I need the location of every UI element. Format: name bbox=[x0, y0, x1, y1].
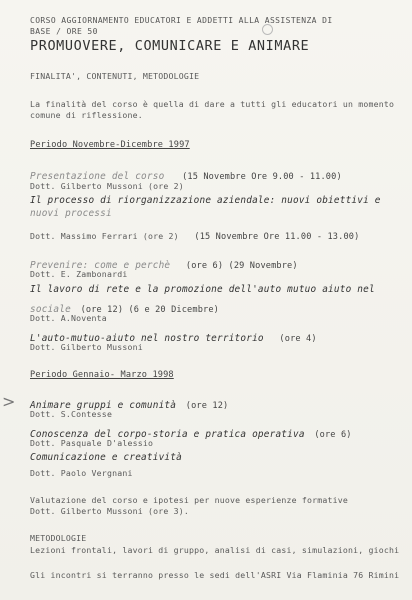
session-title-cont: nuovi processi bbox=[30, 208, 112, 219]
session-time: (ore 6) bbox=[314, 430, 352, 440]
session-presentazione bbox=[30, 166, 342, 182]
speaker: Dott. Massimo Ferrari (ore 2) bbox=[30, 231, 179, 241]
speaker: Dott. A.Noventa bbox=[30, 313, 107, 323]
session-title: Animare gruppi e comunità bbox=[30, 400, 177, 411]
session-time: (ore 6) (29 Novembre) bbox=[185, 261, 298, 271]
session-title-cont: sociale bbox=[30, 304, 71, 315]
period-2-label: Periodo Gennaio- Marzo 1998 bbox=[30, 370, 174, 380]
intro-text-2: comune di riflessione. bbox=[30, 110, 143, 120]
speaker: Dott. Gilberto Mussoni bbox=[30, 342, 143, 352]
session-time: (ore 12) (6 e 20 Dicembre) bbox=[80, 305, 219, 315]
speaker: Dott. Gilberto Mussoni (ore 2) bbox=[30, 181, 184, 191]
session-title: Conoscenza del corpo-storia e pratica operativa bbox=[30, 429, 305, 440]
header-line-2: BASE / ORE 50 bbox=[30, 27, 98, 36]
speaker: Dott. Paolo Vergnani bbox=[30, 468, 133, 478]
period-1-label: Periodo Novembre-Dicembre 1997 bbox=[30, 140, 190, 150]
session-title: Prevenire: come e perchè bbox=[30, 260, 171, 271]
method-label: METODOLOGIE bbox=[30, 533, 87, 543]
footer-location: Gli incontri si terranno presso le sedi dell'ASRI Via Flaminia 76 Rimini bbox=[30, 570, 400, 580]
session-title: Il lavoro di rete e la promozione dell'auto mutuo aiuto nel bbox=[30, 284, 375, 295]
document-title: PROMUOVERE, COMUNICARE E ANIMARE bbox=[30, 38, 310, 54]
session-title: Comunicazione e creatività bbox=[30, 452, 182, 463]
stray-mark bbox=[262, 24, 273, 35]
speaker-line bbox=[30, 226, 359, 242]
speaker: Dott. E. Zambonardi bbox=[30, 269, 128, 279]
evaluation-text: Valutazione del corso e ipotesi per nuove esperienze formative bbox=[30, 495, 349, 505]
session-title: Il processo di riorganizzazione aziendale: nuovi obiettivi e bbox=[30, 195, 381, 206]
header-line-1: CORSO AGGIORNAMENTO EDUCATORI E ADDETTI ALLA ASSISTENZA DI bbox=[30, 16, 333, 25]
session-time: (15 Novembre Ore 11.00 - 13.00) bbox=[194, 232, 360, 242]
session-title: L'auto-mutuo-aiuto nel nostro territorio bbox=[30, 333, 264, 344]
session-time: (ore 4) bbox=[279, 334, 317, 344]
speaker: Dott. S.Contesse bbox=[30, 409, 113, 419]
session-time: (ore 12) bbox=[185, 401, 229, 411]
margin-arrow: > bbox=[2, 392, 16, 411]
intro-label: FINALITA', CONTENUTI, METODOLOGIE bbox=[30, 71, 200, 81]
evaluation-speaker: Dott. Gilberto Mussoni (ore 3). bbox=[30, 506, 190, 516]
intro-text-1: La finalità del corso è quella di dare a tutti gli educatori un momento bbox=[30, 99, 395, 109]
session-title: Presentazione del corso bbox=[30, 171, 165, 182]
method-text: Lezioni frontali, lavori di gruppo, analisi di casi, simulazioni, giochi bbox=[30, 545, 400, 555]
session-time: (15 Novembre Ore 9.00 - 11.00) bbox=[182, 172, 342, 182]
speaker: Dott. Pasquale D'alessio bbox=[30, 438, 154, 448]
